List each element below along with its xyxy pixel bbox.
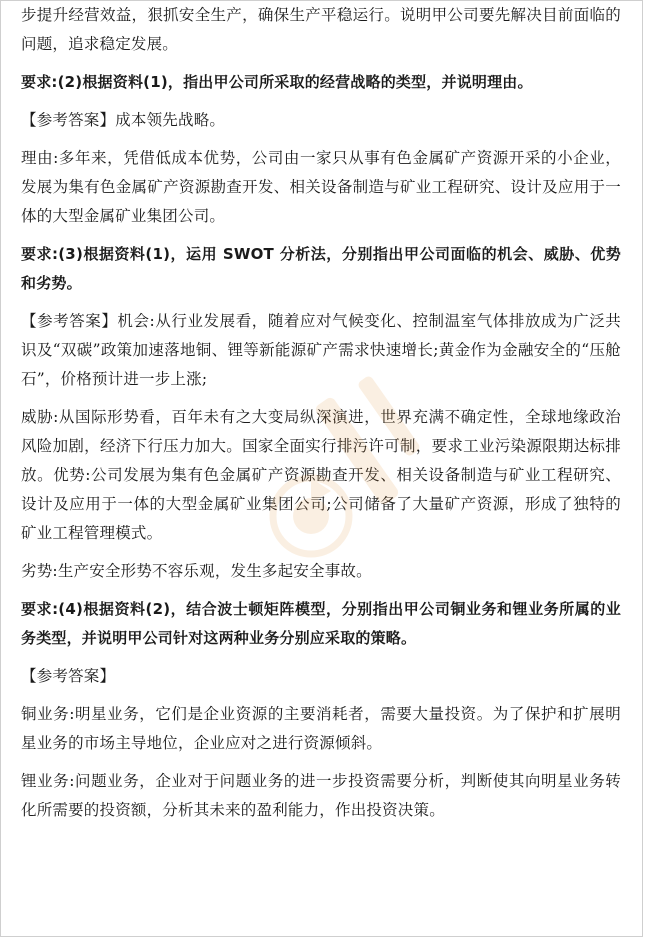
answer-3-opportunities: 【参考答案】机会:从行业发展看，随着应对气候变化、控制温室气体排放成为广泛共识及“双碳”政策加速落地铜、锂等新能源矿产需求快速增长;黄金作为金融安全的“压舱石”，价格预计进一步上涨; xyxy=(21,312,621,388)
answer-3-threats-strengths: 威胁:从国际形势看，百年未有之大变局纵深演进，世界充满不确定性，全球地缘政治风险加剧，经济下行压力加大。国家全面实行排污许可制，要求工业污染源限期达标排放。优势:公司发展为集有色金属矿产资源勘查开发、相关设备制造与矿业工程研究、设计及应用于一体的大型金属矿业集团公司;公司储备了大量矿产资源，形成了独特的矿业工程管理模式。 xyxy=(21,408,621,542)
question-4: 要求:(4)根据资料(2)，结合波士顿矩阵模型，分别指出甲公司铜业务和锂业务所属的业务类型，并说明甲公司针对这两种业务分别应采取的策略。 xyxy=(21,600,621,647)
answer-3-weaknesses: 劣势:生产安全形势不容乐观，发生多起安全事故。 xyxy=(21,562,372,580)
answer-4-copper: 铜业务:明星业务，它们是企业资源的主要消耗者，需要大量投资。为了保护和扩展明星业务的市场主导地位，企业应对之进行资源倾斜。 xyxy=(21,705,621,752)
paragraph-intro: 步提升经营效益，狠抓安全生产，确保生产平稳运行。说明甲公司要先解决目前面临的问题，追求稳定发展。 xyxy=(21,6,621,53)
document-body xyxy=(21,1,621,825)
answer-2: 【参考答案】成本领先战略。 xyxy=(21,111,226,129)
answer-4-label: 【参考答案】 xyxy=(21,667,116,685)
question-2: 要求:(2)根据资料(1)，指出甲公司所采取的经营战略的类型，并说明理由。 xyxy=(21,73,533,91)
question-3: 要求:(3)根据资料(1)，运用 SWOT 分析法，分别指出甲公司面临的机会、威胁、优势和劣势。 xyxy=(21,245,621,292)
answer-2-reason: 理由:多年来，凭借低成本优势，公司由一家只从事有色金属矿产资源开采的小企业，发展为集有色金属矿产资源勘查开发、相关设备制造与矿业工程研究、设计及应用于一体的大型金属矿业集团公司。 xyxy=(21,149,621,225)
answer-4-lithium: 锂业务:问题业务，企业对于问题业务的进一步投资需要分析，判断使其向明星业务转化所需要的投资额，分析其未来的盈利能力，作出投资决策。 xyxy=(21,772,621,819)
